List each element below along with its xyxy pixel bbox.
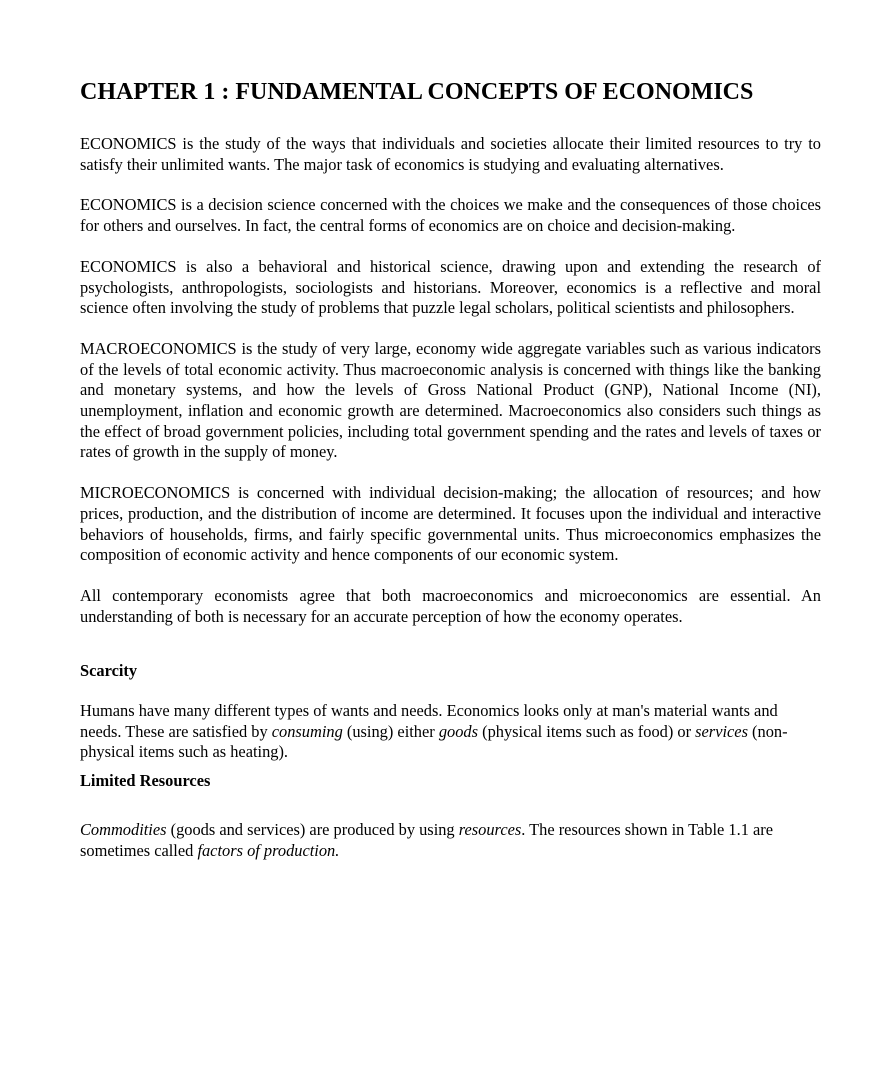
term-factors-of-production: factors of production. [197,840,340,860]
term-consuming: consuming [271,721,343,741]
limited-resources-text-1: (goods and services) are produced by using [166,819,459,839]
paragraph-economics-definition: ECONOMICS is the study of the ways that individuals and societies allocate their limited resources to try to satisfy their unlimited wants. The major task of economics is studying and evaluating alternatives. [80,134,821,174]
section-spacer [80,647,821,661]
term-commodities: Commodities [80,819,167,839]
heading-scarcity: Scarcity [80,661,138,681]
document-page [80,78,821,881]
paragraph-limited-resources [80,820,821,861]
heading-limited-resources: Limited Resources [80,771,211,791]
paragraph-scarcity [80,701,821,763]
term-goods: goods [438,721,479,741]
paragraph-economics-behavioral-science: ECONOMICS is also a behavioral and historical science, drawing upon and extending the research of psychologists, anthropologists, sociologists and historians. Moreover, economics is a reflective and moral science often involving the study of problems that puzzle legal scholars, political scientists and philosophers. [80,256,821,318]
paragraph-economics-decision-science: ECONOMICS is a decision science concerned with the choices we make and the consequences of those choices for others and ourselves. In fact, the central forms of economics are on choice and decision-making. [80,195,821,236]
scarcity-text-1: Humans have many different types of wants and needs. Economics looks only at man's material wants and needs. These are satisfied by [80,701,778,741]
term-resources: resources [458,819,522,839]
paragraph-contemporary-economists: All contemporary economists agree that both macroeconomics and microeconomics are essential. An understanding of both is necessary for an accurate perception of how the economy operates. [80,585,821,626]
paragraph-macroeconomics: MACROECONOMICS is the study of very large, economy wide aggregate variables such as various indicators of the levels of total economic activity. Thus macroeconomic analysis is concerned with things like the banking and monetary systems, and how the levels of Gross National Product (GNP), National Income (NI), unemployment, inflation and economic growth are determined. Macroeconomics also considers such things as the effect of broad government policies, including total government spending and the rates and levels of taxes or rates of growth in the supply of money. [80,338,821,462]
term-services: services [695,721,748,741]
paragraph-microeconomics: MICROECONOMICS is concerned with individual decision-making; the allocation of resources; and how prices, production, and the distribution of income are determined. It focuses upon the individual and interactive behaviors of households, firms, and fairly specific governmental units. Thus microeconomics emphasizes the composition of economic activity and hence components of our economic system. [80,483,821,565]
scarcity-text-2: (using) either [342,721,439,741]
scarcity-text-4: (non-physical items such as heating). [80,721,788,762]
limited-resources-text-2: . The resources shown in Table 1.1 are sometimes called [80,819,774,860]
scarcity-text-3: (physical items such as food) or [478,721,696,741]
chapter-title: CHAPTER 1 : FUNDAMENTAL CONCEPTS OF ECONOMICS [80,79,754,105]
